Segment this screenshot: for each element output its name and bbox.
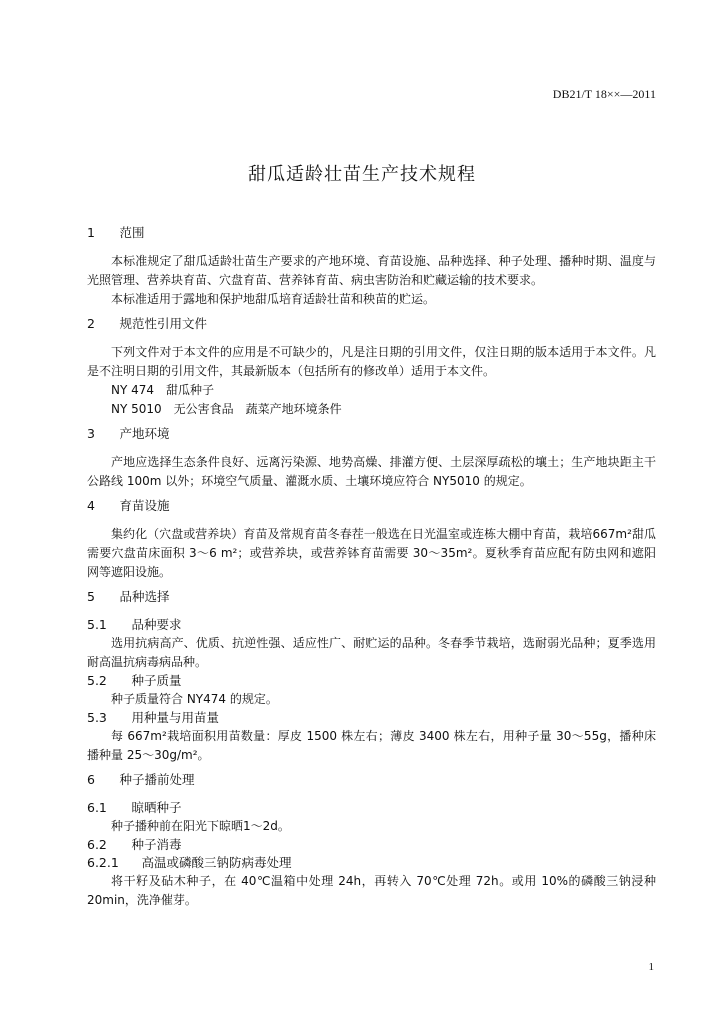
section-title: 育苗设施 — [119, 498, 170, 513]
section-number: 5 — [87, 589, 95, 604]
section-5-1-heading — [87, 616, 656, 634]
section-6-2-1-para-1: 将干籽及砧木种子，在 40℃温箱中处理 24h，再转入 70℃处理 72h。或用 10%的磷酸三钠浸种20min，洗净催芽。 — [87, 874, 656, 907]
reference-ny474: NY 474 甜瓜种子 — [111, 383, 215, 397]
section-number: 6 — [87, 772, 95, 787]
section-title: 品种选择 — [119, 589, 170, 604]
standard-code: DB21/T 18××—2011 — [552, 87, 656, 101]
section-number: 5.1 — [87, 617, 107, 632]
section-title: 种子消毒 — [131, 837, 182, 852]
section-5-3-para-1: 每 667m²栽培面积用苗数量：厚皮 1500 株左右；薄皮 3400 株左右，用种子量 30～55g，播种床播种量 25～30g/m²。 — [87, 729, 656, 762]
section-3-para-1: 产地应选择生态条件良好、远离污染源、地势高燥、排灌方便、土层深厚疏松的壤土；生产地块距主干公路线 100m 以外；环境空气质量、灌溉水质、土壤环境应符合 NY5010 的规定。 — [87, 455, 656, 488]
page-number: 1 — [648, 961, 654, 973]
section-number: 4 — [87, 498, 95, 513]
section-4-heading — [87, 497, 656, 515]
section-number: 5.2 — [87, 673, 107, 688]
section-5-1-para-1: 选用抗病高产、优质、抗逆性强、适应性广、耐贮运的品种。冬春季节栽培，选耐弱光品种；夏季选用耐高温抗病毒病品种。 — [87, 636, 656, 669]
section-title: 产地环境 — [119, 426, 170, 441]
section-title: 规范性引用文件 — [119, 316, 208, 331]
section-2-heading — [87, 315, 656, 333]
section-6-1-heading — [87, 799, 656, 817]
section-6-heading — [87, 771, 656, 789]
section-title: 种子播前处理 — [119, 772, 195, 787]
section-number: 2 — [87, 316, 95, 331]
reference-ny5010: NY 5010 无公害食品 蔬菜产地环境条件 — [111, 402, 342, 416]
section-6-2-heading — [87, 836, 656, 854]
section-title: 用种量与用苗量 — [131, 710, 220, 725]
section-title: 范围 — [119, 225, 145, 240]
section-title: 品种要求 — [131, 617, 182, 632]
section-4-para-1: 集约化（穴盘或营养块）育苗及常规育苗冬春茬一般选在日光温室或连栋大棚中育苗，栽培667m²甜瓜需要穴盘苗床面积 3～6 m²；或营养块，或营养钵育苗需要 30～35m²。夏秋季育苗应配有防虫网和遮阳网等遮阳设施。 — [87, 527, 656, 579]
section-number: 5.3 — [87, 710, 107, 725]
section-6-1-para-1: 种子播种前在阳光下晾晒1～2d。 — [111, 819, 290, 833]
document-title: 甜瓜适龄壮苗生产技术规程 — [248, 164, 476, 185]
section-2-para-1: 下列文件对于本文件的应用是不可缺少的，凡是注日期的引用文件，仅注日期的版本适用于本文件。凡是不注明日期的引用文件，其最新版本（包括所有的修改单）适用于本文件。 — [87, 345, 656, 378]
section-number: 6.2.1 — [87, 855, 119, 870]
section-title: 晾晒种子 — [131, 800, 182, 815]
section-5-2-heading — [87, 672, 656, 690]
section-title: 种子质量 — [131, 673, 182, 688]
section-number: 1 — [87, 225, 95, 240]
section-3-heading — [87, 425, 656, 443]
document-body — [87, 224, 656, 910]
section-1-heading — [87, 224, 656, 242]
section-number: 6.1 — [87, 800, 107, 815]
section-5-heading — [87, 588, 656, 606]
section-1-para-1: 本标准规定了甜瓜适龄壮苗生产要求的产地环境、育苗设施、品种选择、种子处理、播种时期、温度与光照管理、营养块育苗、穴盘育苗、营养钵育苗、病虫害防治和贮藏运输的技术要求。 — [87, 254, 656, 287]
section-5-2-para-1: 种子质量符合 NY474 的规定。 — [111, 692, 278, 706]
section-title: 高温或磷酸三钠防病毒处理 — [141, 855, 292, 870]
section-5-3-heading — [87, 709, 656, 727]
section-number: 6.2 — [87, 837, 107, 852]
section-1-para-2: 本标准适用于露地和保护地甜瓜培育适龄壮苗和秧苗的贮运。 — [111, 292, 436, 306]
section-number: 3 — [87, 426, 95, 441]
section-6-2-1-heading — [87, 854, 656, 872]
